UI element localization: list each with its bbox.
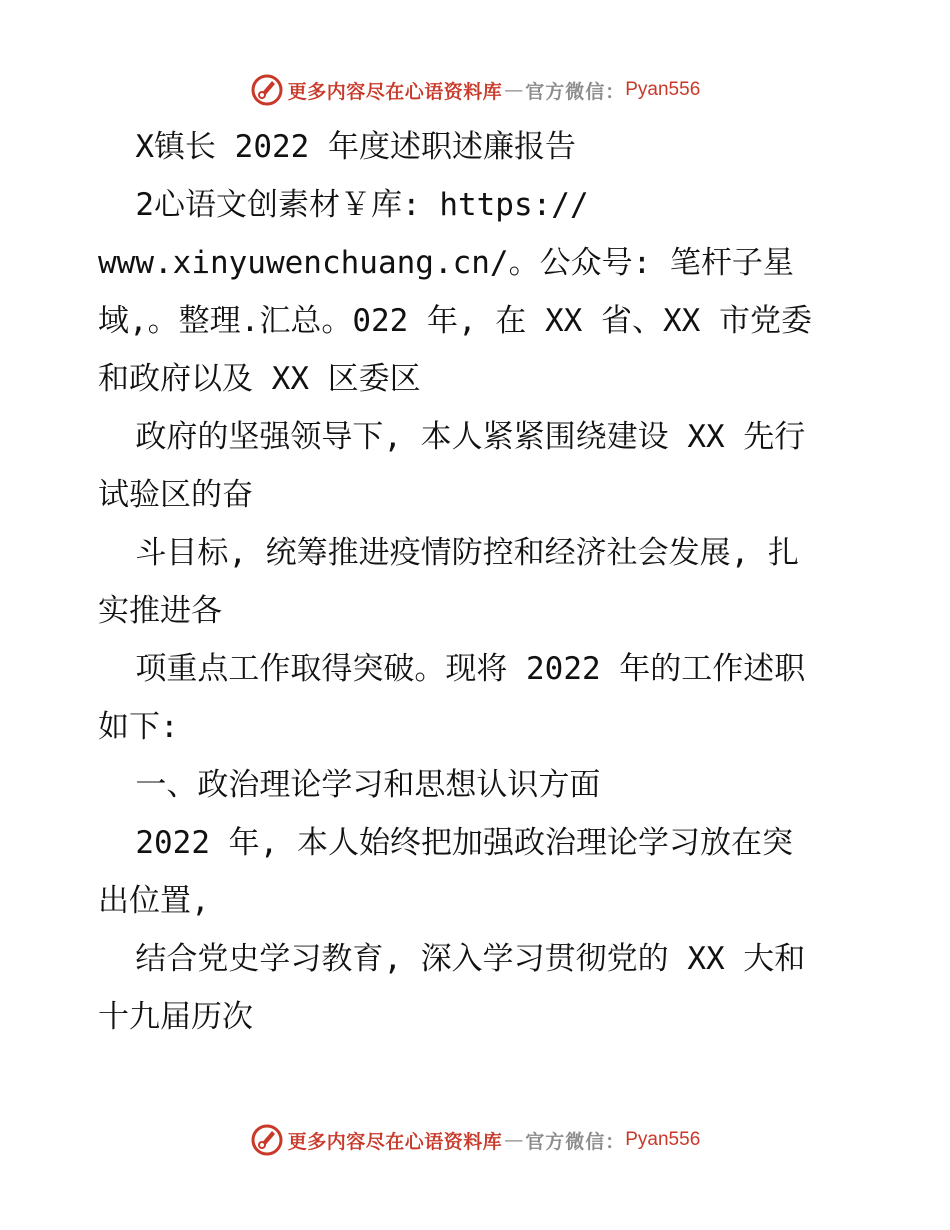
banner-dash: — xyxy=(504,1129,524,1151)
banner-text: 更多内容尽在心语资料库 xyxy=(287,1130,503,1153)
banner-wechat-id: Pyan556 xyxy=(625,1129,701,1150)
banner-wechat-label: 官方微信： xyxy=(525,1130,626,1153)
banner-wechat-id: Pyan556 xyxy=(625,79,701,100)
text-line: 实推进各 xyxy=(98,593,222,629)
text-line: 政府的坚强领导下, 本人紧紧围绕建设 XX 先行 xyxy=(98,419,806,455)
header-banner xyxy=(0,70,950,110)
text-line: 斗目标, 统筹推进疫情防控和经济社会发展, 扎 xyxy=(98,535,799,571)
text-line: 试验区的奋 xyxy=(98,477,253,513)
text-line: 十九届历次 xyxy=(98,999,253,1035)
text-line: www.xinyuwenchuang.cn/。公众号: 笔杆子星 xyxy=(98,245,794,281)
text-line: 2022 年, 本人始终把加强政治理论学习放在突 xyxy=(98,825,793,861)
document-body xyxy=(98,118,858,1046)
banner-dash: — xyxy=(504,79,524,101)
document-title: X镇长 2022 年度述职述廉报告 xyxy=(98,129,576,165)
text-line: 如下: xyxy=(98,709,179,745)
banner-text: 更多内容尽在心语资料库 xyxy=(287,80,503,103)
text-line: 域,。整理.汇总。022 年, 在 XX 省、XX 市党委 xyxy=(98,303,812,339)
text-line: 项重点工作取得突破。现将 2022 年的工作述职 xyxy=(98,651,806,687)
text-line: 和政府以及 XX 区委区 xyxy=(98,361,421,397)
text-line: 结合党史学习教育, 深入学习贯彻党的 XX 大和 xyxy=(98,941,806,977)
banner-wechat-label: 官方微信： xyxy=(525,80,626,103)
logo-icon xyxy=(250,1123,284,1157)
section-heading: 一、政治理论学习和思想认识方面 xyxy=(98,767,601,803)
footer-banner xyxy=(0,1120,950,1160)
text-line: 2心语文创素材￥库: https:// xyxy=(98,187,589,223)
text-line: 出位置, xyxy=(98,883,210,919)
logo-icon xyxy=(250,73,284,107)
